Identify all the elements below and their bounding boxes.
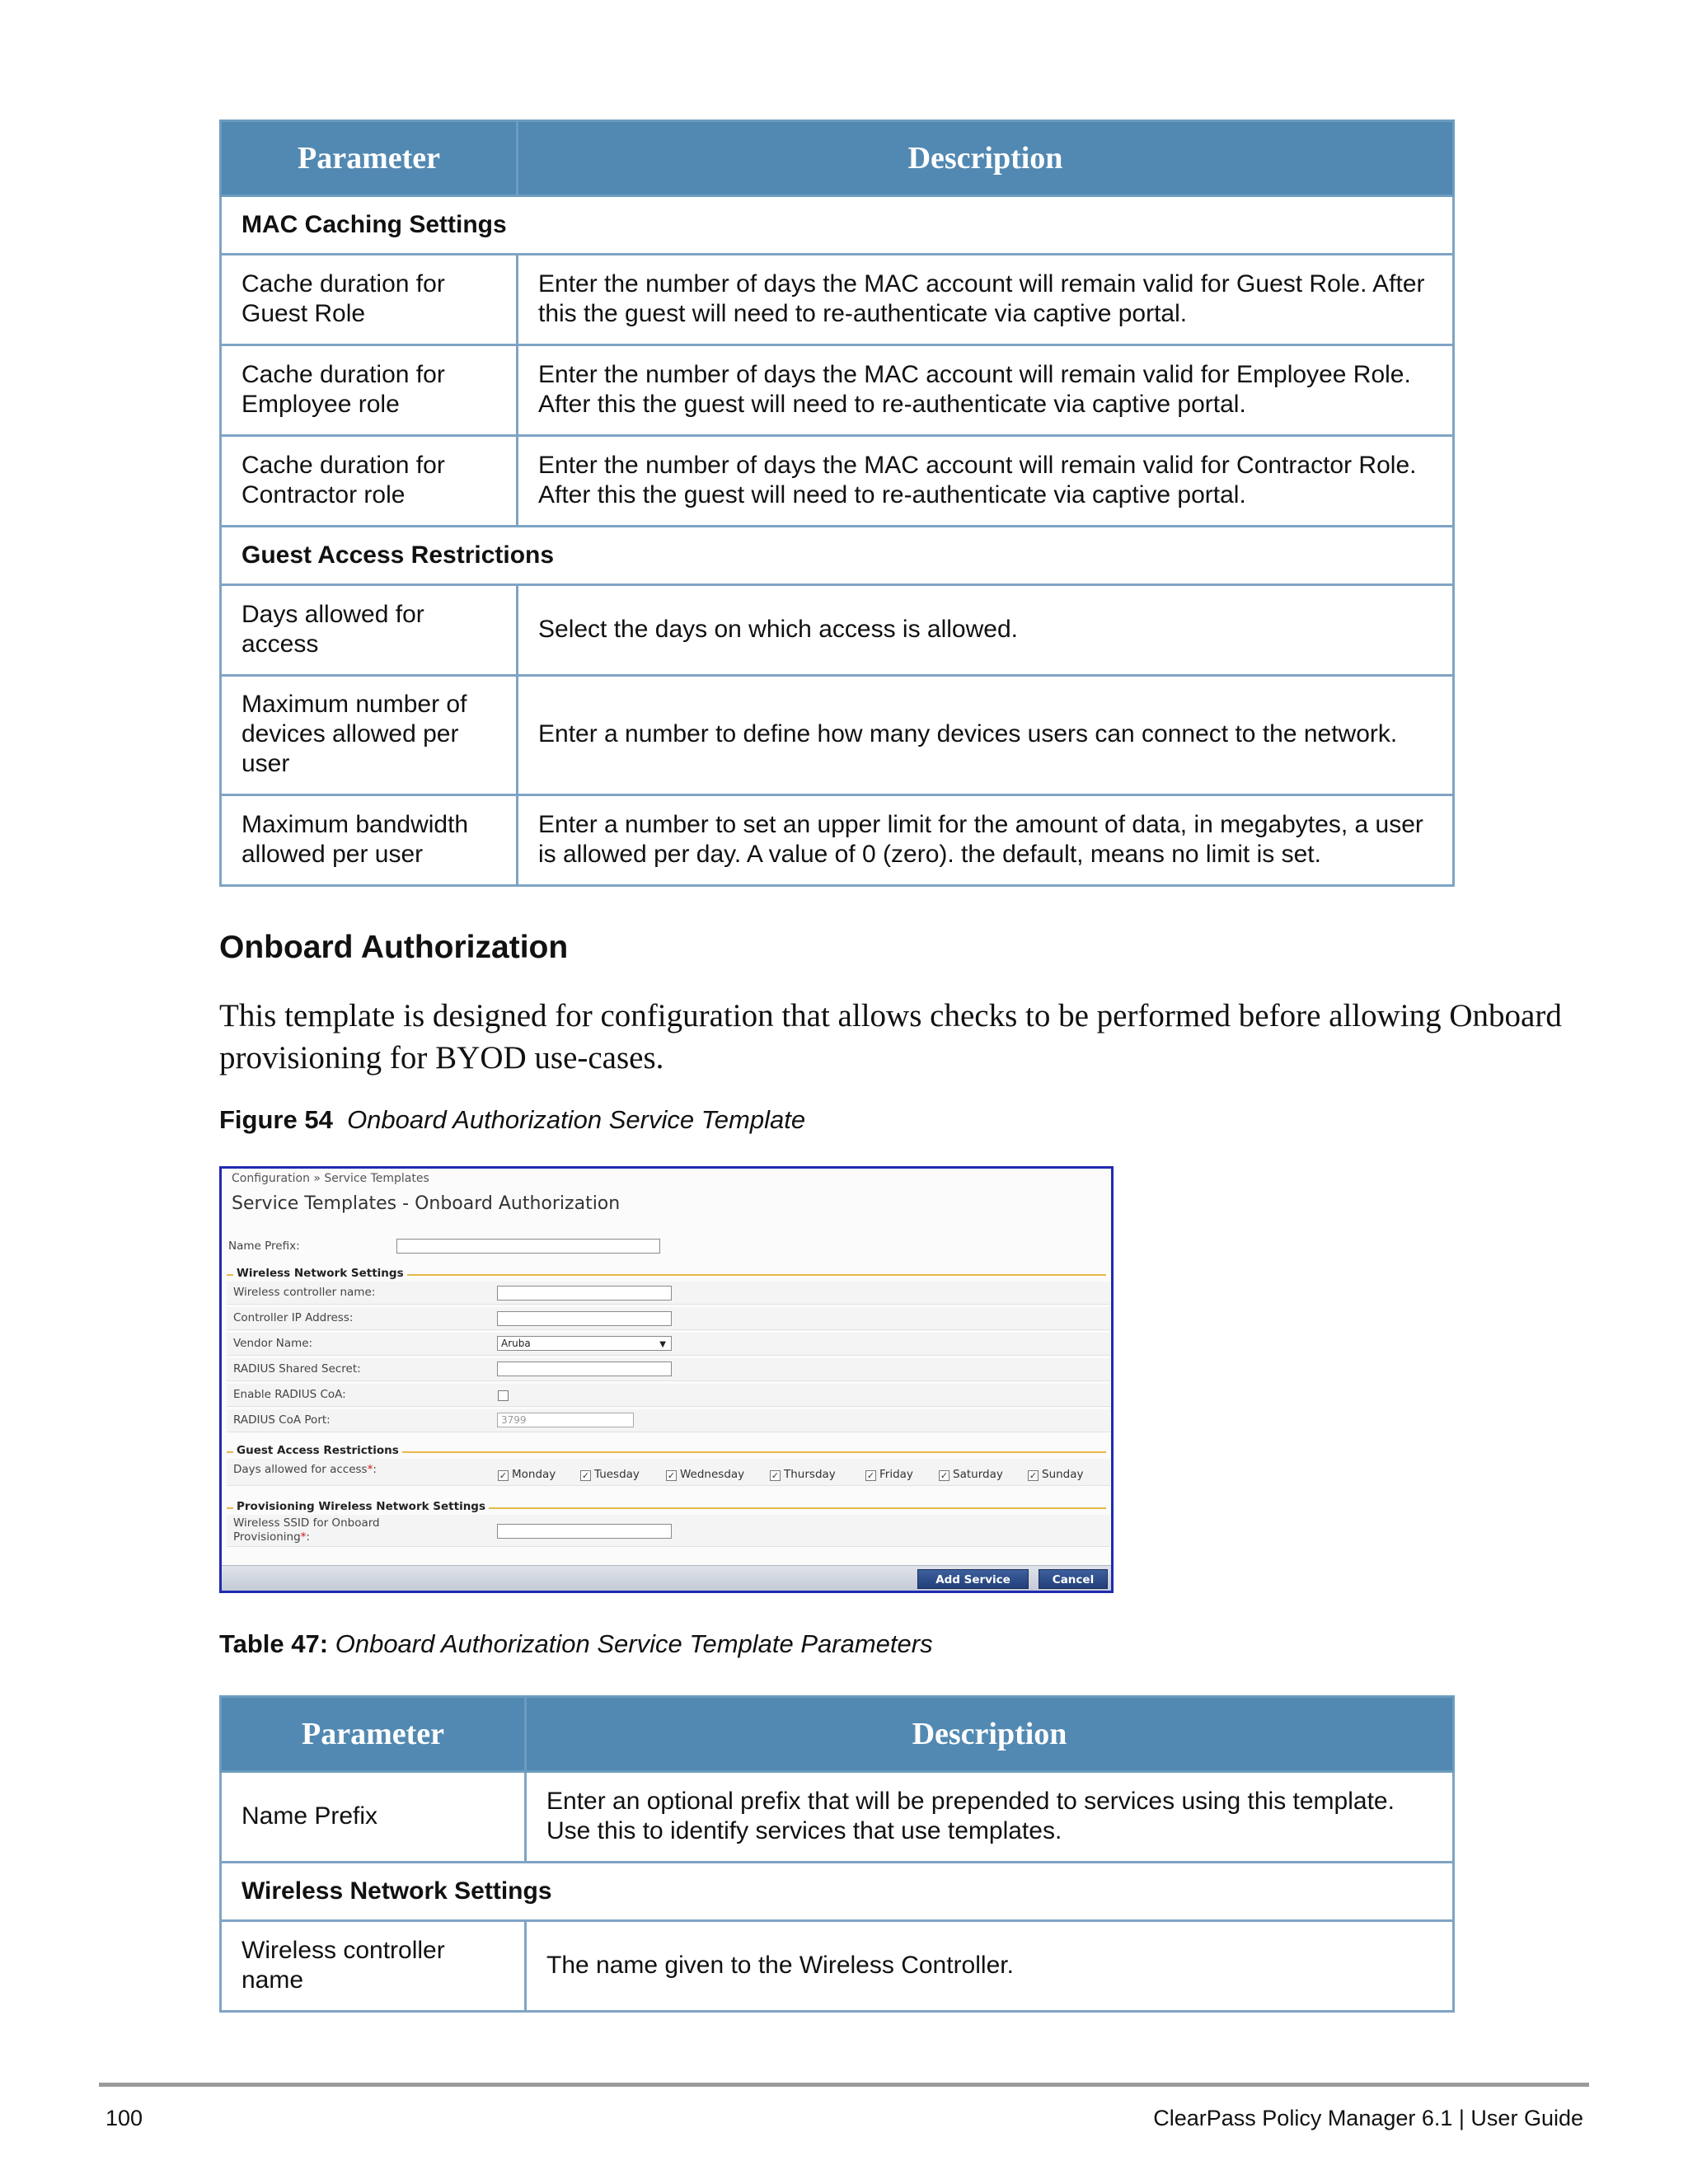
- name-prefix-label: Name Prefix:: [228, 1240, 300, 1253]
- days-label-colon: :: [373, 1463, 377, 1476]
- desc-cell: Enter an optional prefix that will be prepended to services using this template. Use this to identify services that use templates.: [526, 1772, 1454, 1863]
- table-header-row: [221, 121, 1454, 196]
- monday-label: Monday: [512, 1468, 556, 1481]
- form-row: [227, 1409, 1110, 1432]
- ssid-label-line2: Provisioning: [233, 1530, 301, 1544]
- onboard-parameters-table: [219, 1695, 1455, 2013]
- table-title: Onboard Authorization Service Template Parameters: [335, 1629, 933, 1658]
- ssid-label: [233, 1516, 380, 1544]
- wireless-controller-label: Wireless controller name:: [233, 1286, 376, 1299]
- param-cell: Wireless controller name: [221, 1921, 526, 2012]
- coa-port-label: RADIUS CoA Port:: [233, 1413, 331, 1427]
- table-row: [221, 1772, 1454, 1863]
- enable-coa-checkbox[interactable]: [498, 1390, 509, 1401]
- wednesday-checkbox[interactable]: ✓: [667, 1470, 676, 1481]
- vendor-value: Aruba: [501, 1338, 531, 1349]
- figure-caption: [219, 1105, 805, 1135]
- desc-cell: Enter the number of days the MAC account will remain valid for Guest Role. After this the guest will need to re-authenticate via captive portal.: [518, 255, 1454, 345]
- monday-checkbox[interactable]: ✓: [499, 1470, 508, 1481]
- section-row: [221, 1863, 1454, 1921]
- param-cell: Cache duration for Employee role: [221, 345, 518, 436]
- desc-cell: Enter the number of days the MAC account will remain valid for Employee Role. After this the guest will need to re-authenticate via captive portal.: [518, 345, 1454, 436]
- required-mark: *: [367, 1463, 373, 1476]
- ssid-label-line1: Wireless SSID for Onboard: [233, 1516, 380, 1530]
- wireless-section-title: Wireless Network Settings: [233, 1267, 407, 1280]
- table-caption: [219, 1629, 933, 1659]
- table-header-row: [221, 1697, 1454, 1772]
- param-cell: Cache duration for Guest Role: [221, 255, 518, 345]
- days-label: [233, 1463, 377, 1477]
- param-cell: Maximum bandwidth allowed per user: [221, 795, 518, 886]
- column-header-parameter: Parameter: [221, 1697, 526, 1772]
- table-label: Table 47:: [219, 1629, 329, 1658]
- figure-title: Onboard Authorization Service Template: [347, 1105, 806, 1134]
- page-number: 100: [106, 2106, 143, 2130]
- table-row: [221, 436, 1454, 527]
- service-template-screenshot: [219, 1166, 1114, 1593]
- table-row: [221, 255, 1454, 345]
- table-row: [221, 585, 1454, 676]
- param-cell: Days allowed for access: [221, 585, 518, 676]
- saturday-checkbox[interactable]: ✓: [940, 1470, 949, 1481]
- vendor-select[interactable]: [497, 1336, 672, 1351]
- breadcrumb[interactable]: Configuration » Service Templates: [232, 1172, 429, 1185]
- column-header-description: Description: [526, 1697, 1454, 1772]
- param-cell: Name Prefix: [221, 1772, 526, 1863]
- friday-label: Friday: [879, 1468, 913, 1481]
- wireless-controller-input[interactable]: [497, 1286, 672, 1301]
- cancel-button[interactable]: Cancel: [1039, 1569, 1108, 1589]
- desc-cell: Select the days on which access is allowed.: [518, 585, 1454, 676]
- coa-port-input[interactable]: 3799: [497, 1413, 634, 1427]
- friday-checkbox[interactable]: ✓: [866, 1470, 875, 1481]
- table-row: [221, 345, 1454, 436]
- days-label-text: Days allowed for access: [233, 1463, 368, 1476]
- add-service-button[interactable]: Add Service: [917, 1569, 1029, 1589]
- guide-title: ClearPass Policy Manager 6.1 | User Guide: [1153, 2106, 1583, 2130]
- ssid-label-colon: :: [306, 1530, 310, 1544]
- param-cell: Maximum number of devices allowed per user: [221, 676, 518, 795]
- column-header-parameter: Parameter: [221, 121, 518, 196]
- form-footer: [222, 1565, 1111, 1591]
- desc-cell: Enter a number to set an upper limit for the amount of data, in megabytes, a user is allowed per day. A value of 0 (zero). the default, means no limit is set.: [518, 795, 1454, 886]
- thursday-label: Thursday: [784, 1468, 836, 1481]
- controller-ip-input[interactable]: [497, 1311, 672, 1326]
- mac-caching-table: [219, 120, 1455, 887]
- form-row: [227, 1384, 1110, 1407]
- tuesday-checkbox[interactable]: ✓: [581, 1470, 590, 1481]
- name-prefix-input[interactable]: [396, 1239, 660, 1254]
- footer-rule: [99, 2083, 1589, 2087]
- tuesday-label: Tuesday: [594, 1468, 640, 1481]
- required-mark: *: [300, 1530, 307, 1544]
- provisioning-section-title: Provisioning Wireless Network Settings: [233, 1500, 489, 1513]
- section-body: This template is designed for configuration that allows checks to be performed before allowing Onboard provisioning for BYOD use-cases.: [219, 998, 1562, 1076]
- column-header-description: Description: [518, 121, 1454, 196]
- section-title-mac-caching: MAC Caching Settings: [221, 196, 1454, 255]
- desc-cell: Enter a number to define how many devices users can connect to the network.: [518, 676, 1454, 795]
- wednesday-label: Wednesday: [680, 1468, 745, 1481]
- figure-label: Figure 54: [219, 1105, 333, 1134]
- section-title-guest-access: Guest Access Restrictions: [221, 527, 1454, 585]
- desc-cell: Enter the number of days the MAC account will remain valid for Contractor Role. After this the guest will need to re-authenticate via captive portal.: [518, 436, 1454, 527]
- enable-coa-label: Enable RADIUS CoA:: [233, 1388, 346, 1401]
- table-row: [221, 1921, 1454, 2012]
- dropdown-arrow-icon: ▼: [659, 1340, 666, 1349]
- section-row: [221, 527, 1454, 585]
- radius-secret-label: RADIUS Shared Secret:: [233, 1362, 361, 1376]
- sunday-checkbox[interactable]: ✓: [1029, 1470, 1038, 1481]
- section-row: [221, 196, 1454, 255]
- section-heading: Onboard Authorization: [219, 930, 569, 965]
- param-cell: Cache duration for Contractor role: [221, 436, 518, 527]
- ssid-input[interactable]: [497, 1524, 672, 1539]
- section-title-wireless: Wireless Network Settings: [221, 1863, 1454, 1921]
- guest-section-title: Guest Access Restrictions: [233, 1444, 402, 1457]
- vendor-label: Vendor Name:: [233, 1337, 313, 1350]
- sunday-label: Sunday: [1042, 1468, 1084, 1481]
- controller-ip-label: Controller IP Address:: [233, 1311, 354, 1324]
- saturday-label: Saturday: [953, 1468, 1003, 1481]
- table-row: [221, 795, 1454, 886]
- table-row: [221, 676, 1454, 795]
- radius-secret-input[interactable]: [497, 1361, 672, 1376]
- page-title: Service Templates - Onboard Authorization: [232, 1193, 621, 1214]
- thursday-checkbox[interactable]: ✓: [771, 1470, 780, 1481]
- desc-cell: The name given to the Wireless Controller.: [526, 1921, 1454, 2012]
